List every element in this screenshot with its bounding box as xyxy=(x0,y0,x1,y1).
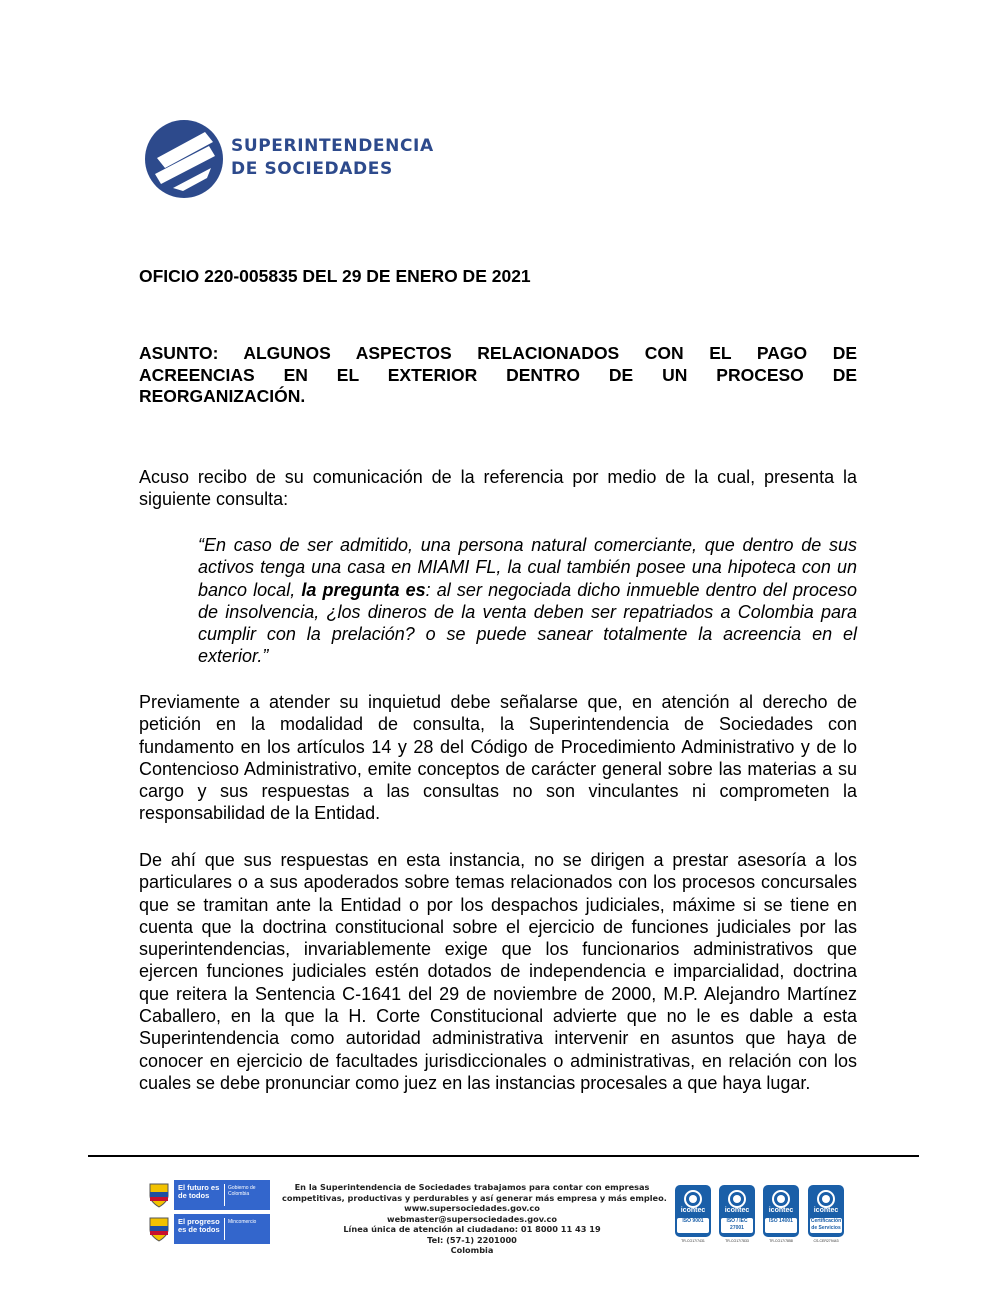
logo-wordmark xyxy=(231,135,434,181)
gov-band-divider xyxy=(224,1184,225,1206)
cert-brand: icontec xyxy=(680,1207,706,1214)
gov-sub-text: Gobierno de Colombia xyxy=(228,1185,256,1197)
cert-box xyxy=(763,1185,799,1237)
quote-part-1: “En caso de ser admitido, una persona natural comerciante, que dentro de sus activos tenga una casa en MIAMI FL, la cual también posee una hipoteca con un banco local, xyxy=(198,535,857,600)
cert-iso: ISO / IEC 27001 xyxy=(721,1218,753,1233)
colombia-shield-icon xyxy=(148,1216,170,1242)
icontec-dot-icon xyxy=(733,1195,741,1203)
gov-main-text: El futuro es de todos xyxy=(178,1183,220,1200)
gov-band xyxy=(174,1180,270,1210)
footer-country: Colombia xyxy=(450,1245,494,1255)
icontec-cert-badge xyxy=(719,1185,755,1245)
paragraph-previamente: Previamente a atender su inquietud debe señalarse que, en atención al derecho de petición en la modalidad de consulta, la Superintendencia de Sociedades con fundamento en los artículos 14 y 28 del Código de Procedimiento Administrativo y de lo Contencioso Administrativo, emite conceptos de carácter general sobre las materias a su cargo y sus respuestas a las consultas no son vinculantes ni comprometen la responsabilidad de la Entidad. xyxy=(139,692,857,824)
cert-iso: ISO 14001 xyxy=(765,1218,797,1233)
icontec-cert-badge xyxy=(808,1185,844,1245)
cert-brand: icontec xyxy=(724,1207,750,1214)
footer-hotline: Línea única de atención al ciudadano: 01 8000 11 43 19 xyxy=(343,1224,601,1234)
gov-badge-progreso xyxy=(148,1214,270,1244)
colombia-shield-icon xyxy=(148,1182,170,1208)
cert-brand: icontec xyxy=(768,1207,794,1214)
cert-box xyxy=(675,1185,711,1237)
logo-emblem-icon xyxy=(143,118,225,200)
gov-band-divider xyxy=(224,1218,225,1240)
cert-code: CS-CER279443 xyxy=(813,1239,839,1243)
asunto-line-1: ASUNTO: ALGUNOS ASPECTOS RELACIONADOS CON EL PAGO DE xyxy=(139,343,857,363)
icontec-dot-icon xyxy=(822,1195,830,1203)
footer-contact-block xyxy=(282,1182,667,1256)
gov-sub-text: Mincomercio xyxy=(228,1219,257,1225)
logo-line-2: DE SOCIEDADES xyxy=(231,159,393,179)
icontec-dot-icon xyxy=(689,1195,697,1203)
logo-line-1: SUPERINTENDENCIA xyxy=(231,136,434,156)
asunto-heading xyxy=(139,343,857,408)
footer-email: webmaster@supersociedades.gov.co xyxy=(387,1213,557,1224)
quote-part-2: : al ser negociada dicho inmueble dentro del proceso de insolvencia, ¿los dineros de la venta deben ser repatriados a Colombia para cumplir con la prelación? o se puede sanear totalmente la acreencia en el exterior.” xyxy=(198,579,857,667)
cert-brand: icontec xyxy=(813,1207,839,1214)
asunto-line-3: REORGANIZACIÓN. xyxy=(139,386,306,406)
cert-code: TR-CO17/7833 xyxy=(725,1239,749,1243)
consulta-quote xyxy=(198,534,857,668)
icontec-cert-badge xyxy=(763,1185,799,1245)
icontec-dot-icon xyxy=(777,1195,785,1203)
footer-phone: Tel: (57-1) 2201000 xyxy=(427,1234,517,1245)
gov-band xyxy=(174,1214,270,1244)
footer-website: www.supersociedades.gov.co xyxy=(404,1203,540,1213)
paragraph-intro: Acuso recibo de su comunicación de la referencia por medio de la cual, presenta la siguiente consulta: xyxy=(139,467,857,510)
paragraph-de-ahi: De ahí que sus respuestas en esta instancia, no se dirigen a prestar asesoría a los particulares o a sus apoderados sobre temas relacionados con los procesos concursales que se tramitan ante la Entidad o por los despachos judiciales, máxime si se tiene en cuenta que la doctrina constitucional sobre el ejercicio de funciones judiciales por las superintendencias, invariablemente exige que los funcionarios administrativos que ejercen funciones judiciales estén dotados de independencia e imparcialidad, doctrina que reitera la Sentencia C-1641 del 29 de noviembre de 2000, M.P. Alejandro Martínez Caballero, en la que la H. Corte Constitucional advierte que no le es dable a esta Superintendencia como autoridad administrativa intervenir en asuntos que haya de conocer en ejercicio de facultades jurisdiccionales o administrativas, en relación con los cuales se debe pronunciar como juez en las instancias procesales a que haya lugar. xyxy=(139,850,857,1093)
oficio-title: OFICIO 220-005835 DEL 29 DE ENERO DE 2021 xyxy=(139,266,531,286)
quote-bold: la pregunta es xyxy=(301,579,426,600)
cert-box xyxy=(808,1185,844,1237)
gov-main-text: El progreso es de todos xyxy=(178,1217,220,1234)
gov-badge-futuro xyxy=(148,1180,270,1210)
icontec-cert-badge xyxy=(675,1185,711,1245)
cert-iso: ISO 9001 xyxy=(677,1218,709,1233)
footer-line-1: En la Superintendencia de Sociedades trabajamos para contar con empresas xyxy=(294,1182,650,1192)
footer-divider xyxy=(88,1155,919,1157)
cert-iso: Certificación de Servicios xyxy=(810,1218,842,1231)
cert-code: TR-CO17/7431 xyxy=(681,1239,705,1243)
asunto-line-2: ACREENCIAS EN EL EXTERIOR DENTRO DE UN PROCESO DE xyxy=(139,364,857,385)
cert-box xyxy=(719,1185,755,1237)
cert-code: TR-CO17/7858 xyxy=(769,1239,793,1243)
footer-line-2: competitivas, productivas y perdurables y así generar más empresa y más empleo. xyxy=(282,1192,667,1203)
superintendencia-logo xyxy=(143,118,473,200)
